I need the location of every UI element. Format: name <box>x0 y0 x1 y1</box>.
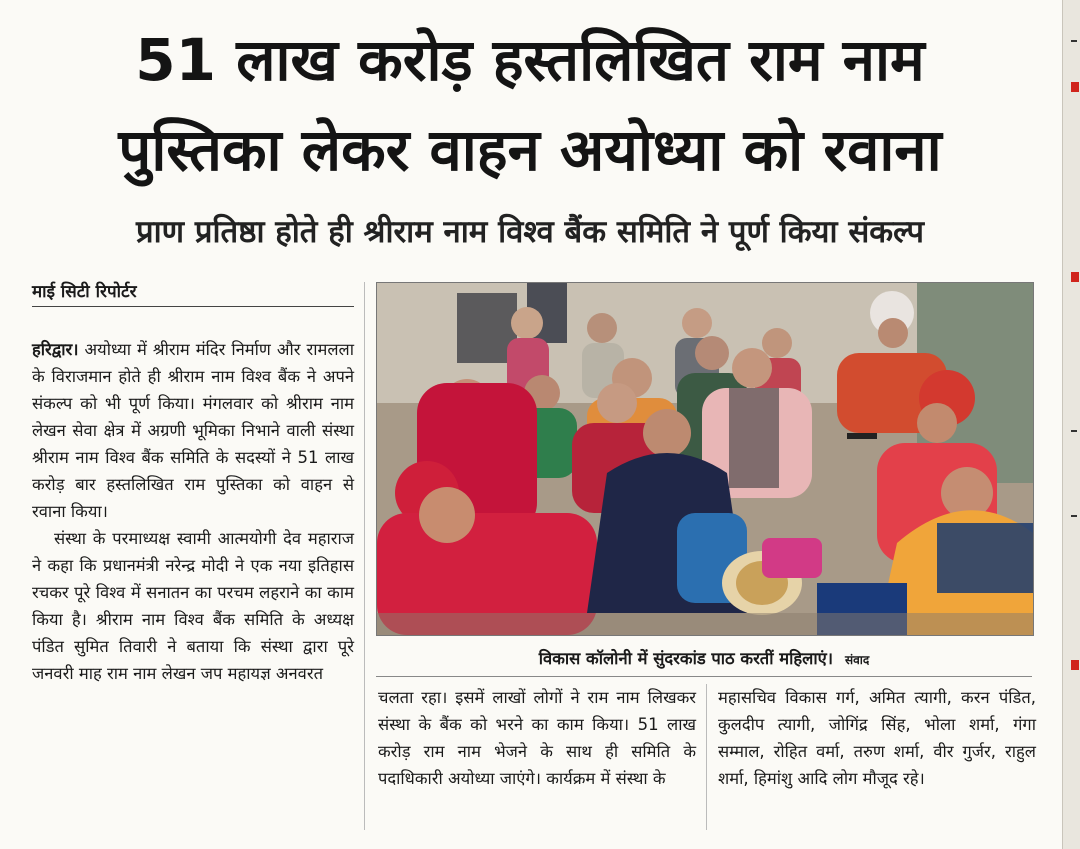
byline-rule <box>32 306 354 307</box>
edge-tick <box>1071 430 1077 432</box>
edge-red-mark <box>1071 272 1079 282</box>
news-photo <box>376 282 1034 636</box>
byline: माई सिटी रिपोर्टर <box>32 282 137 302</box>
dateline: हरिद्वार। <box>32 340 79 359</box>
adjacent-page-edge <box>1062 0 1080 849</box>
article-paragraph-2: संस्था के परमाध्यक्ष स्वामी आत्मयोगी देव महाराज ने कहा कि प्रधानमंत्री नरेन्द्र मोदी ने एक नया इतिहास रचकर पूरे विश्व में सनातन का परचम लहराने का काम किया है। श्रीराम नाम विश्व बैंक समिति के अध्यक्ष पंडित सुमित तिवारी ने बताया कि संस्था द्वारा पूरे जनवरी माह राम नाम लेखन जप महायज्ञ अनवरत <box>32 529 354 683</box>
edge-red-mark <box>1071 660 1079 670</box>
edge-red-mark <box>1071 82 1079 92</box>
photo-caption <box>376 646 1032 669</box>
article-column-2 <box>378 684 696 792</box>
column-divider-2 <box>706 684 707 830</box>
subheadline: प्राण प्रतिष्ठा होते ही श्रीराम नाम विश्व बैंक समिति ने पूर्ण किया संकल्प <box>135 214 924 250</box>
edge-tick <box>1071 40 1077 42</box>
article-column-3 <box>718 684 1036 792</box>
photo-women-reciting-illustration <box>377 283 1033 635</box>
column-divider <box>364 282 365 830</box>
article-column-1 <box>32 336 354 687</box>
article-paragraph-3: चलता रहा। इसमें लाखों लोगों ने राम नाम लिखकर संस्था के बैंक को भरने का काम किया। 51 लाख करोड़ राम नाम भेजने के साथ ही समिति के पदाधिकारी अयोध्या जाएंगे। कार्यक्रम में संस्था के <box>378 688 696 788</box>
article-paragraph-1: अयोध्या में श्रीराम मंदिर निर्माण और रामलला के विराजमान होते ही श्रीराम नाम विश्व बैंक ने अपने संकल्प को भी पूर्ण किया। मंगलवार को श्रीराम नाम लेखन सेवा क्षेत्र में अग्रणी भूमिका निभाने वाली संस्था श्रीराम नाम विश्व बैंक समिति के सदस्यों ने 51 लाख करोड़ बार हस्तलिखित राम पुस्तिका को वाहन से रवाना किया। <box>32 340 355 521</box>
headline-line-2: पुस्तिका लेकर वाहन अयोध्या को रवाना <box>118 116 942 184</box>
photo-credit: संवाद <box>844 653 870 667</box>
caption-rule <box>376 676 1032 677</box>
edge-tick <box>1071 515 1077 517</box>
caption-text: विकास कॉलोनी में सुंदरकांड पाठ करतीं महिलाएं। <box>538 649 833 668</box>
headline-line-1: 51 लाख करोड़ हस्तलिखित राम नाम <box>135 26 925 94</box>
article-paragraph-4: महासचिव विकास गर्ग, अमित त्यागी, करन पंडित, कुलदीप त्यागी, जोगिंद्र सिंह, भोला शर्मा, गंगा सम्माल, रोहित वर्मा, तरुण शर्मा, वीर गुर्जर, राहुल शर्मा, हिमांशु आदि लोग मौजूद रहे। <box>718 688 1036 788</box>
